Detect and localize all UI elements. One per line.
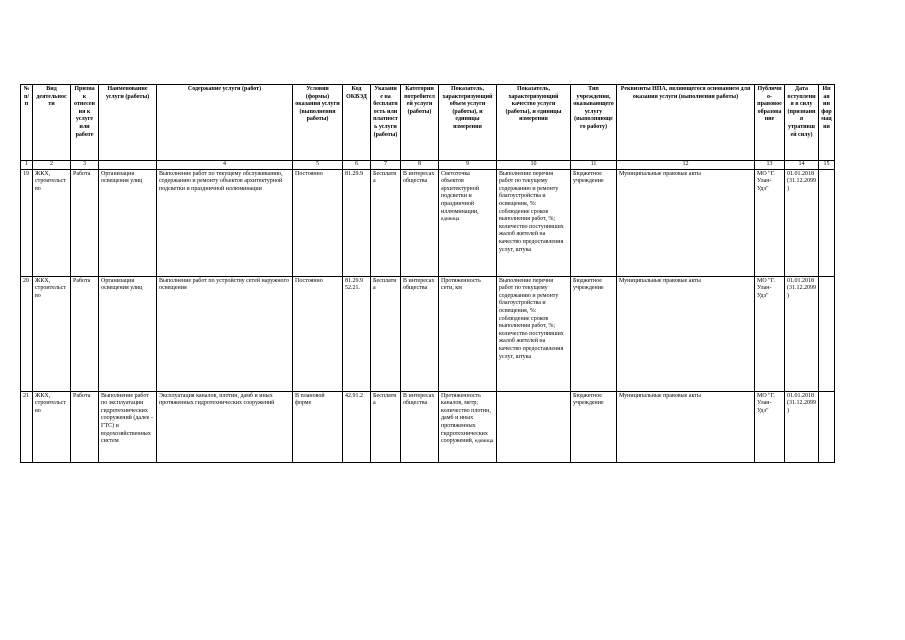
row-volume xyxy=(439,276,497,391)
header-name: Наименование услуги (работы) xyxy=(99,85,157,161)
row-npa: Муниципальные правовые акты xyxy=(617,276,755,391)
row-other xyxy=(819,169,835,276)
row-date: 01.01.2018 (31.12.2099) xyxy=(785,276,819,391)
column-number: 12 xyxy=(617,161,755,170)
table-row xyxy=(21,169,835,276)
row-sign: Работа xyxy=(71,169,99,276)
row-activity: ЖКХ, строительство xyxy=(33,391,71,462)
volume-text: Протяженность каналов, метр; количество плотин, дамб и иных протяженных гидротехнических сооружений, xyxy=(441,392,491,445)
row-date: 01.01.2018 (31.12.2099) xyxy=(785,391,819,462)
column-number: 7 xyxy=(371,161,401,170)
row-activity: ЖКХ, строительство xyxy=(33,276,71,391)
header-activity: Вид деятельности xyxy=(33,85,71,161)
row-entity: МО "Г. Улан-Удэ" xyxy=(755,391,785,462)
column-number: 6 xyxy=(343,161,371,170)
row-quality: Выполнение перечня работ по текущему содержанию и ремонту благоустройства и освещения, %: соблюдение сроков выполнения работ, %; количество поступивших жалоб жителей на качество предоставления услуг, штука xyxy=(497,276,571,391)
column-number: 5 xyxy=(293,161,343,170)
row-institution: Бюджетное учреждение xyxy=(571,391,617,462)
header-okved: Код ОКВЭД xyxy=(343,85,371,161)
volume-unit: единица xyxy=(441,216,460,223)
row-entity: МО "Г. Улан-Удэ" xyxy=(755,169,785,276)
header-other: Иная информация xyxy=(819,85,835,161)
column-number: 11 xyxy=(571,161,617,170)
row-sign: Работа xyxy=(71,276,99,391)
header-sign: Признак отнесения к услуге или работе xyxy=(71,85,99,161)
services-register xyxy=(20,84,834,463)
row-name: Организация освещения улиц xyxy=(99,169,157,276)
header-entity: Публично-правовое образование xyxy=(755,85,785,161)
column-number: 13 xyxy=(755,161,785,170)
row-volume xyxy=(439,169,497,276)
header-conditions: Условия (формы) оказания услуги (выполнения работы) xyxy=(293,85,343,161)
row-content: Выполнение работ по устройству сетей наружного освещения xyxy=(157,276,293,391)
row-content: Выполнение работ по текущему обслуживанию, содержанию и ремонту объектов архитектурной подсветки и праздничной иллюминации xyxy=(157,169,293,276)
row-num: 20 xyxy=(21,276,33,391)
header-institution: Тип учреждения, оказывающего услугу (выполняющего работу) xyxy=(571,85,617,161)
header-date: Дата вступления в силу (признания утратившей силу) xyxy=(785,85,819,161)
row-institution: Бюджетное учреждение xyxy=(571,276,617,391)
row-okved: 42.91.2 xyxy=(343,391,371,462)
volume-text: Светоточка объектов архитектурной подсветки и праздничной иллюминации, xyxy=(441,170,479,215)
header-content: Содержание услуги (работ) xyxy=(157,85,293,161)
row-volume xyxy=(439,391,497,462)
column-number: 1 xyxy=(21,161,33,170)
table-row xyxy=(21,276,835,391)
row-institution: Бюджетное учреждение xyxy=(571,169,617,276)
column-number: 14 xyxy=(785,161,819,170)
row-activity: ЖКХ, строительство xyxy=(33,169,71,276)
volume-unit: единица xyxy=(474,438,494,445)
row-date: 01.01.2018 (31.12.2099) xyxy=(785,169,819,276)
row-consumers: В интересах общества xyxy=(401,391,439,462)
column-number xyxy=(99,161,157,170)
column-number-row xyxy=(21,161,835,170)
column-number: 10 xyxy=(497,161,571,170)
column-number: 9 xyxy=(439,161,497,170)
volume-unit: км xyxy=(455,285,462,292)
header-quality: Показатель, характеризующий качество услуги (работы), и единицы измерения xyxy=(497,85,571,161)
row-sign: Работа xyxy=(71,391,99,462)
row-content: Эксплуатация каналов, плотин, дамб и иных протяженных гидротехнических сооружений xyxy=(157,391,293,462)
row-conditions: Постоянно xyxy=(293,169,343,276)
row-other xyxy=(819,391,835,462)
row-entity: МО "Г. Улан-Удэ" xyxy=(755,276,785,391)
column-number: 15 xyxy=(819,161,835,170)
header-payment: Указание на бесплатность или платность услуги (работы) xyxy=(371,85,401,161)
row-conditions: В плановой форме xyxy=(293,391,343,462)
column-number: 8 xyxy=(401,161,439,170)
row-conditions: Постоянно xyxy=(293,276,343,391)
column-number: 2 xyxy=(33,161,71,170)
row-payment: Бесплатна xyxy=(371,169,401,276)
volume-text: Протяженность сети, xyxy=(441,277,481,292)
row-name: Выполнение работ по эксплуатации гидротехнических сооружений (далее - ГТС) и водохозяйственных систем xyxy=(99,391,157,462)
services-table xyxy=(20,84,835,463)
row-payment: Бесплатна xyxy=(371,391,401,462)
row-npa: Муниципальные правовые акты xyxy=(617,169,755,276)
row-npa: Муниципальные правовые акты xyxy=(617,391,755,462)
table-row xyxy=(21,391,835,462)
column-number: 4 xyxy=(157,161,293,170)
row-quality: Выполнение перечня работ по текущему содержанию и ремонту благоустройства и освещения, %: соблюдение сроков выполнения работ, %; количество поступивших жалоб жителей на качество предоставления услуг, штука xyxy=(497,169,571,276)
row-payment: Бесплатна xyxy=(371,276,401,391)
row-num: 21 xyxy=(21,391,33,462)
header-npa: Реквизиты НПА, являющегося основанием для оказания услуги (выполнения работы) xyxy=(617,85,755,161)
row-consumers: В интересах общества xyxy=(401,276,439,391)
row-quality xyxy=(497,391,571,462)
column-number: 3 xyxy=(71,161,99,170)
header-volume: Показатель, характеризующий объем услуги (работы), и единицы измерения xyxy=(439,85,497,161)
row-num: 19 xyxy=(21,169,33,276)
header-consumers: Категории потребителей услуги (работы) xyxy=(401,85,439,161)
row-name: Организация освещения улиц xyxy=(99,276,157,391)
row-okved: 81.29.9 52.21. xyxy=(343,276,371,391)
row-other xyxy=(819,276,835,391)
row-okved: 81.29.9 xyxy=(343,169,371,276)
header-num: № п/п xyxy=(21,85,33,161)
header-row xyxy=(21,85,835,161)
row-consumers: В интересах общества xyxy=(401,169,439,276)
